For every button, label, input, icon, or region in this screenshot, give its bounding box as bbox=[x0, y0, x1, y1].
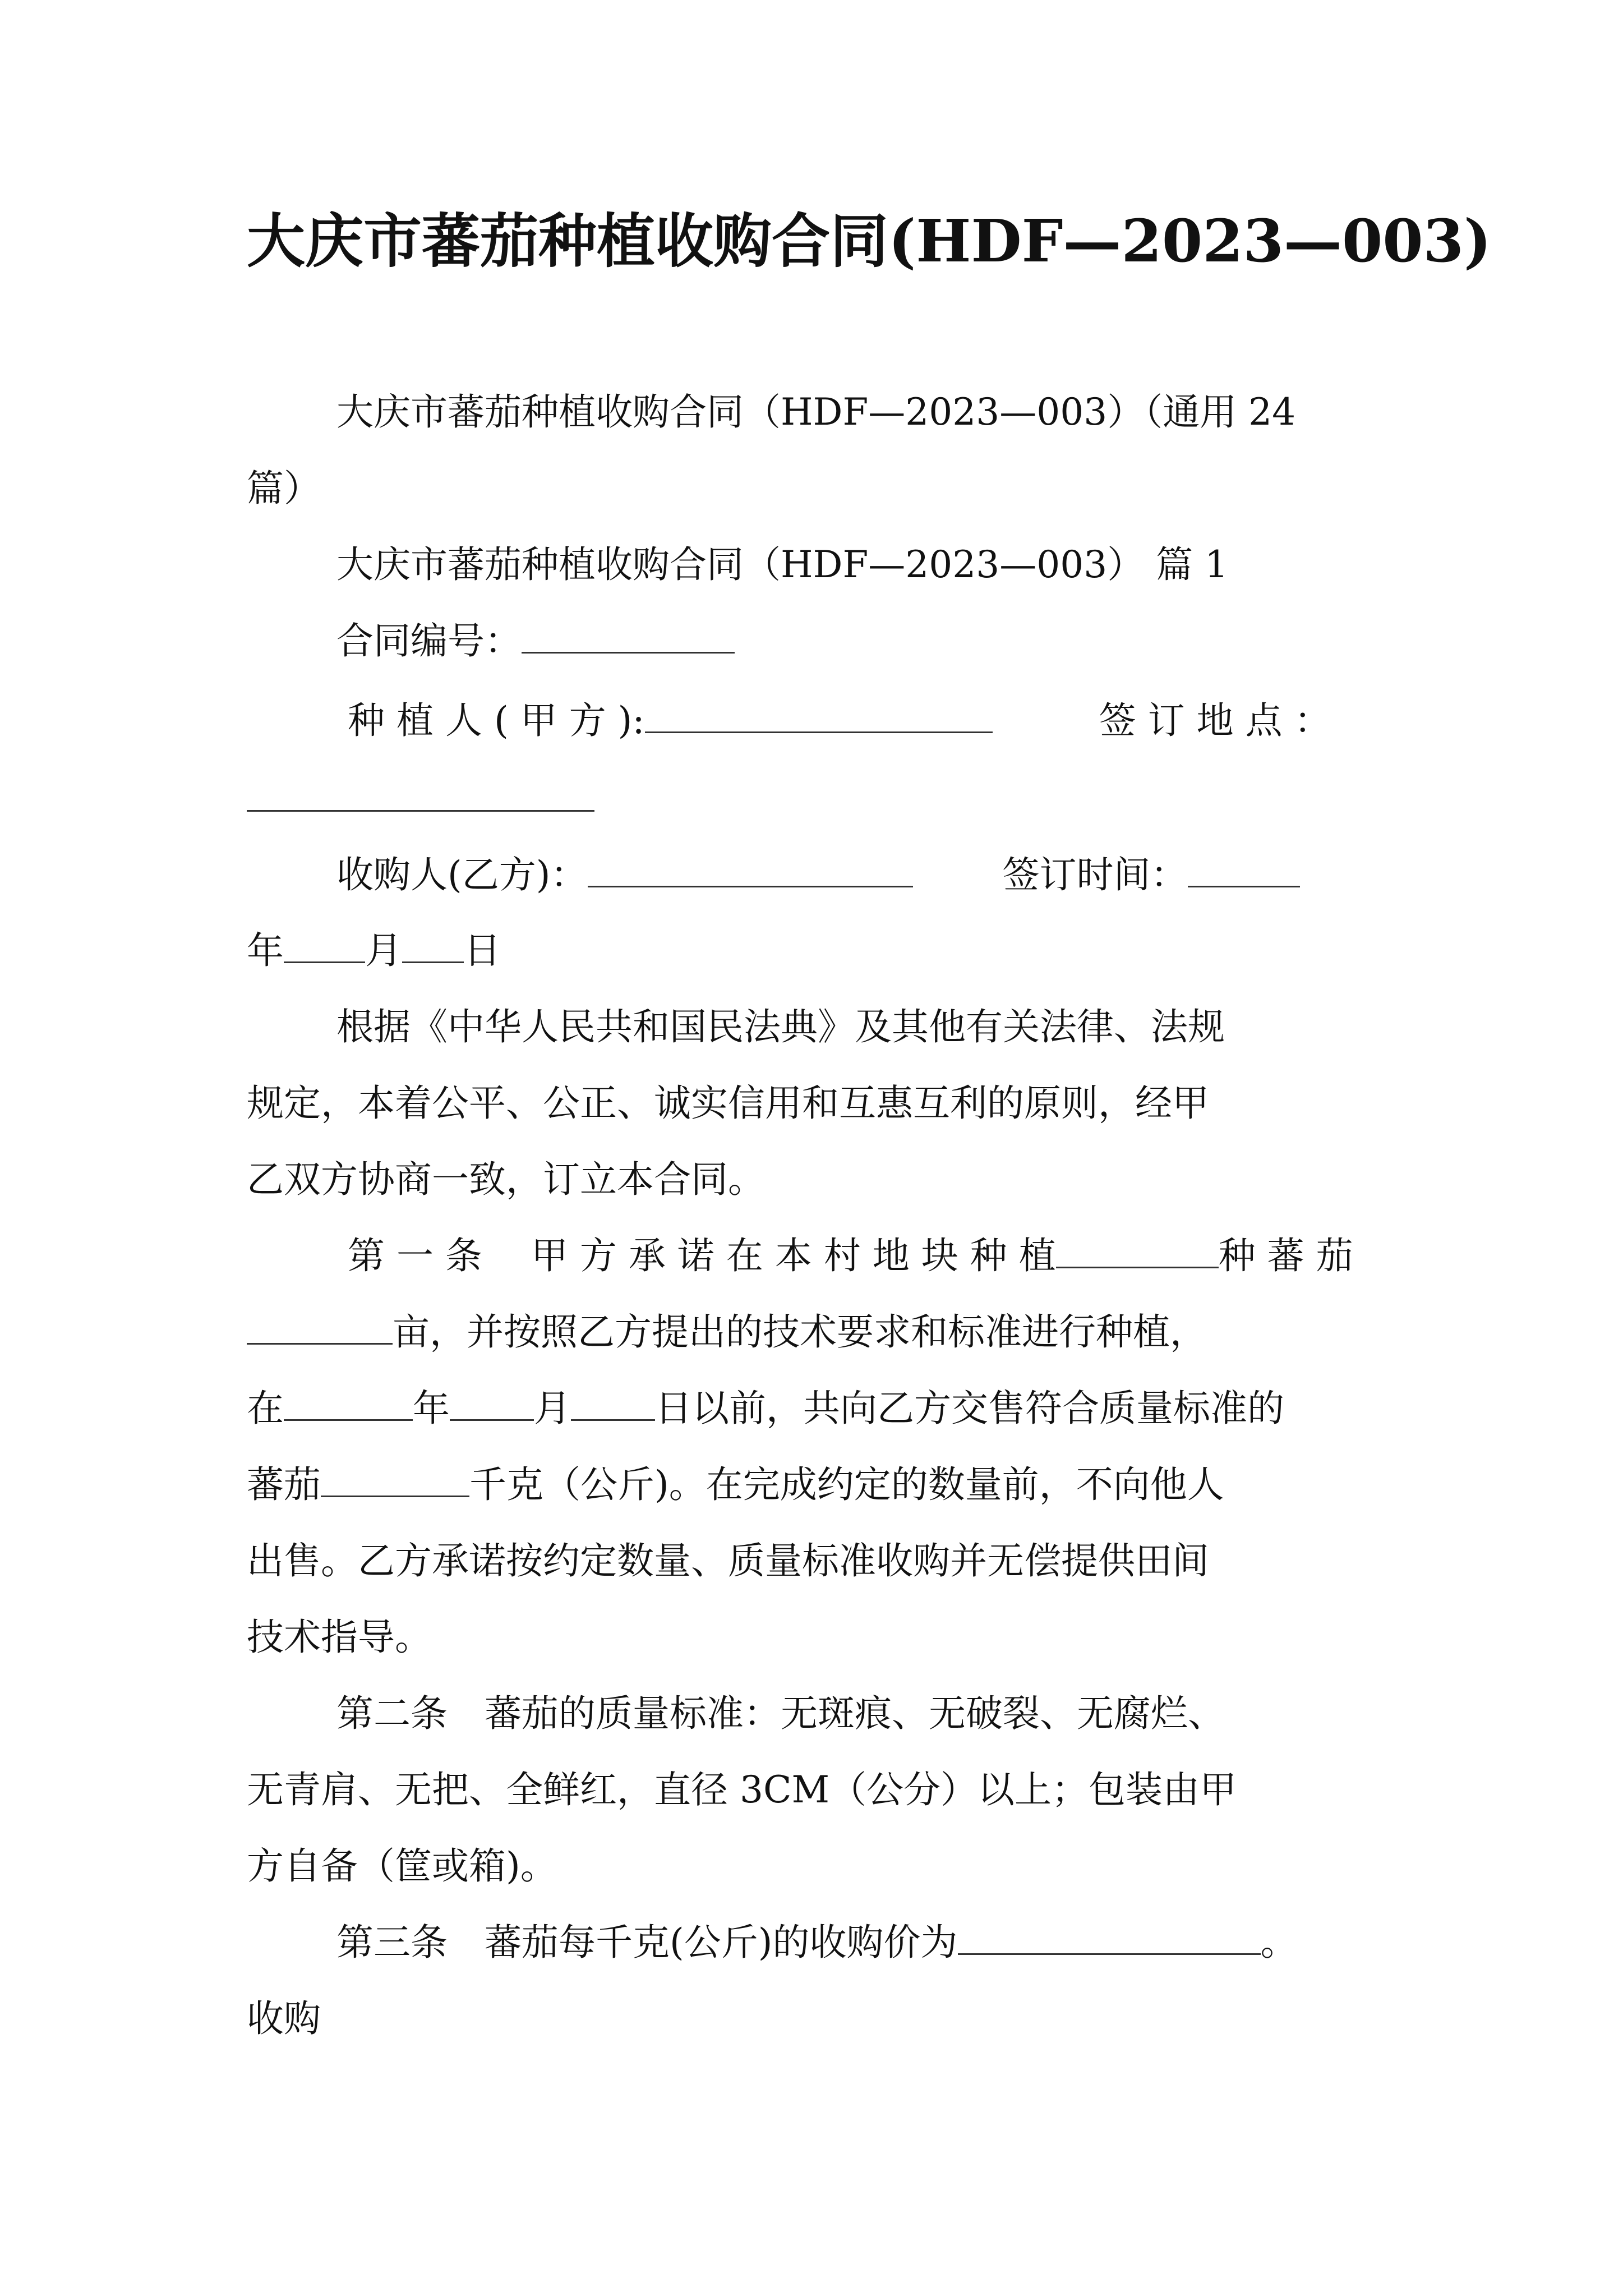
article-3-text-b: 。 bbox=[1260, 1921, 1298, 1964]
preamble-line-1: 根据《中华人民共和国民法典》及其他有关法律、法规 bbox=[336, 1005, 1225, 1048]
sign-date-row bbox=[247, 926, 501, 976]
sign-place-blank[interactable] bbox=[247, 779, 594, 812]
article-1-month-label: 月 bbox=[534, 1387, 571, 1430]
article-1-text-g: 千克（公斤)。在完成约定的数量前，不向他人 bbox=[469, 1463, 1224, 1506]
article-1-month-blank[interactable] bbox=[450, 1388, 534, 1421]
article-1-year-blank[interactable] bbox=[284, 1388, 413, 1421]
contract-number-label: 合同编号： bbox=[336, 619, 522, 662]
sign-month-label: 月 bbox=[365, 929, 402, 972]
article-1-text-d: 在 bbox=[247, 1387, 284, 1430]
article-2-line-3: 方自备（筐或箱)。 bbox=[247, 1844, 557, 1888]
document-title: 大庆市蕃茄种植收购合同(HDF—2023—003) bbox=[247, 206, 1492, 275]
preamble-line-3: 乙双方协商一致，订立本合同。 bbox=[247, 1158, 765, 1201]
article-1-text-c: 亩，并按照乙方提出的技术要求和标准进行种植， bbox=[393, 1310, 1207, 1354]
article-3-price-blank[interactable] bbox=[958, 1922, 1261, 1955]
article-1-area-blank[interactable] bbox=[247, 1312, 393, 1345]
sign-month-blank[interactable] bbox=[284, 930, 365, 963]
article-1-line-5: 出售。乙方承诺按约定数量、质量标准收购并无偿提供田间 bbox=[247, 1539, 1209, 1582]
article-2-line-1: 第二条 蕃茄的质量标准：无斑痕、无破裂、无腐烂、 bbox=[336, 1692, 1225, 1735]
grower-blank[interactable] bbox=[645, 700, 993, 733]
article-1-line-2 bbox=[247, 1307, 1207, 1358]
article-1-text-a: 第 一 条 甲 方 承 诺 在 本 村 地 块 种 植 bbox=[348, 1234, 1056, 1277]
article-1-year-label: 年 bbox=[413, 1387, 450, 1430]
article-3-line-2: 收购 bbox=[247, 1997, 321, 2040]
article-3-text-a: 第三条 蕃茄每千克(公斤)的收购价为 bbox=[336, 1921, 958, 1964]
article-1-line-4 bbox=[247, 1460, 1224, 1510]
article-1-text-b: 种 蕃 茄 bbox=[1218, 1234, 1353, 1277]
piece-heading: 大庆市蕃茄种植收购合同（HDF—2023—003） 篇 1 bbox=[336, 543, 1229, 586]
intro-line-1: 大庆市蕃茄种植收购合同（HDF—2023—003）（通用 24 bbox=[336, 390, 1296, 434]
article-1-day-blank[interactable] bbox=[571, 1388, 655, 1421]
sign-time-label: 签订时间： bbox=[1002, 853, 1188, 896]
contract-number-blank[interactable] bbox=[522, 620, 735, 654]
buyer-row bbox=[336, 850, 1300, 900]
buyer-label: 收购人(乙方)： bbox=[336, 853, 588, 896]
grower-label: 种 植 人 ( 甲 方 ): bbox=[348, 699, 645, 742]
article-1-variety-blank[interactable] bbox=[1056, 1235, 1219, 1268]
article-3-line-1 bbox=[336, 1917, 1298, 1968]
sign-place-label: 签 订 地 点 ： bbox=[1099, 699, 1331, 742]
preamble-line-2: 规定，本着公平、公正、诚实信用和互惠互利的原则，经甲 bbox=[247, 1082, 1209, 1125]
article-1-text-e: 日以前，共向乙方交售符合质量标准的 bbox=[655, 1387, 1284, 1430]
contract-number-row bbox=[336, 616, 735, 666]
sign-day-blank[interactable] bbox=[402, 930, 464, 963]
sign-place-row bbox=[247, 774, 594, 825]
sign-day-label: 日 bbox=[464, 929, 501, 972]
sign-year-label: 年 bbox=[247, 929, 284, 972]
article-1-text-f: 蕃茄 bbox=[247, 1463, 321, 1506]
article-1-line-3 bbox=[247, 1383, 1284, 1434]
sign-year-blank[interactable] bbox=[1188, 854, 1300, 887]
article-2-line-2: 无青肩、无把、全鲜红，直径 3CM（公分）以上；包装由甲 bbox=[247, 1768, 1237, 1811]
buyer-blank[interactable] bbox=[588, 854, 913, 887]
article-1-line-1 bbox=[348, 1231, 1353, 1281]
article-1-weight-blank[interactable] bbox=[321, 1464, 469, 1497]
intro-line-2: 篇） bbox=[247, 467, 321, 510]
grower-row bbox=[348, 696, 1331, 746]
article-1-line-6: 技术指导。 bbox=[247, 1616, 432, 1659]
